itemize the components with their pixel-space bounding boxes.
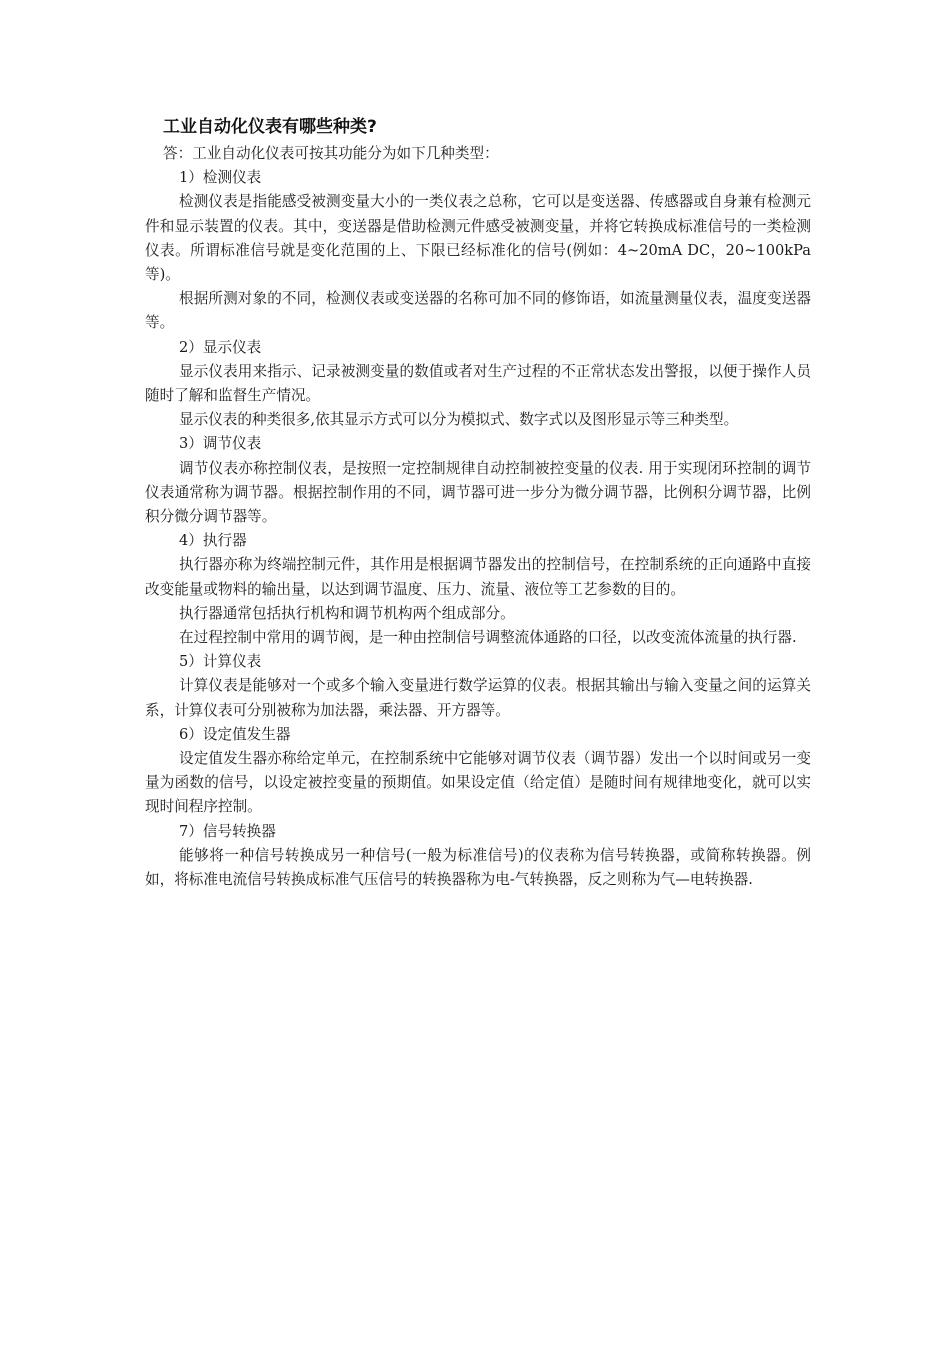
document-title: 工业自动化仪表有哪些种类? bbox=[163, 117, 377, 137]
answer-intro: 答：工业自动化仪表可按其功能分为如下几种类型： bbox=[163, 145, 499, 162]
paragraph: 检测仪表是指能感受被测变量大小的一类仪表之总称，它可以是变送器、传感器或自身兼有检测元件和显示装置的仪表。其中，变送器是借助检测元件感受被测变量，并将它转换成标准信号的一类检测仪表。所谓标准信号就是变化范围的上、下限已经标准化的信号(例如：4~20mA DC，20~100kPa 等)。 bbox=[145, 193, 811, 284]
section-heading-regulating: 3）调节仪表 bbox=[179, 435, 262, 453]
section-heading-display: 2）显示仪表 bbox=[179, 338, 262, 356]
section-heading-detection: 1）检测仪表 bbox=[179, 169, 262, 187]
paragraph: 根据所测对象的不同，检测仪表或变送器的名称可加不同的修饰语，如流量测量仪表，温度变送器等。 bbox=[145, 290, 811, 332]
paragraph: 显示仪表的种类很多,依其显示方式可以分为模拟式、数字式以及图形显示等三种类型。 bbox=[179, 411, 739, 429]
paragraph: 能够将一种信号转换成另一种信号(一般为标准信号)的仪表称为信号转换器，或简称转换器。例如，将标准电流信号转换成标准气压信号的转换器称为电-气转换器，反之则称为气—电转换器. bbox=[145, 846, 811, 889]
paragraph: 计算仪表是能够对一个或多个输入变量进行数学运算的仪表。根据其输出与输入变量之间的运算关系，计算仪表可分别被称为加法器，乘法器、开方器等。 bbox=[145, 677, 811, 719]
paragraph: 设定值发生器亦称给定单元，在控制系统中它能够对调节仪表（调节器）发出一个以时间或另一变量为函数的信号，以设定被控变量的预期值。如果设定值（给定值）是随时间有规律地变化，就可以实现时间程序控制。 bbox=[145, 750, 811, 816]
document-page bbox=[145, 112, 811, 892]
paragraph: 显示仪表用来指示、记录被测变量的数值或者对生产过程的不正常状态发出警报，以便于操作人员随时了解和监督生产情况。 bbox=[145, 362, 811, 405]
paragraph: 执行器亦称为终端控制元件，其作用是根据调节器发出的控制信号，在控制系统的正向通路中直接改变能量或物料的输出量，以达到调节温度、压力、流量、液位等工艺参数的目的。 bbox=[145, 556, 811, 598]
section-heading-converter: 7）信号转换器 bbox=[179, 822, 276, 840]
section-heading-computing: 5）计算仪表 bbox=[179, 653, 262, 671]
paragraph: 在过程控制中常用的调节阀，是一种由控制信号调整流体通路的口径，以改变流体流量的执行器. bbox=[179, 629, 797, 647]
paragraph: 执行器通常包括执行机构和调节机构两个组成部分。 bbox=[179, 604, 515, 622]
section-heading-setpoint: 6）设定值发生器 bbox=[179, 725, 291, 743]
paragraph: 调节仪表亦称控制仪表，是按照一定控制规律自动控制被控变量的仪表. 用于实现闭环控制的调节仪表通常称为调节器。根据控制作用的不同，调节器可进一步分为微分调节器，比例积分调节器，比例积分微分调节器等。 bbox=[145, 459, 811, 526]
section-heading-actuator: 4）执行器 bbox=[179, 532, 247, 550]
